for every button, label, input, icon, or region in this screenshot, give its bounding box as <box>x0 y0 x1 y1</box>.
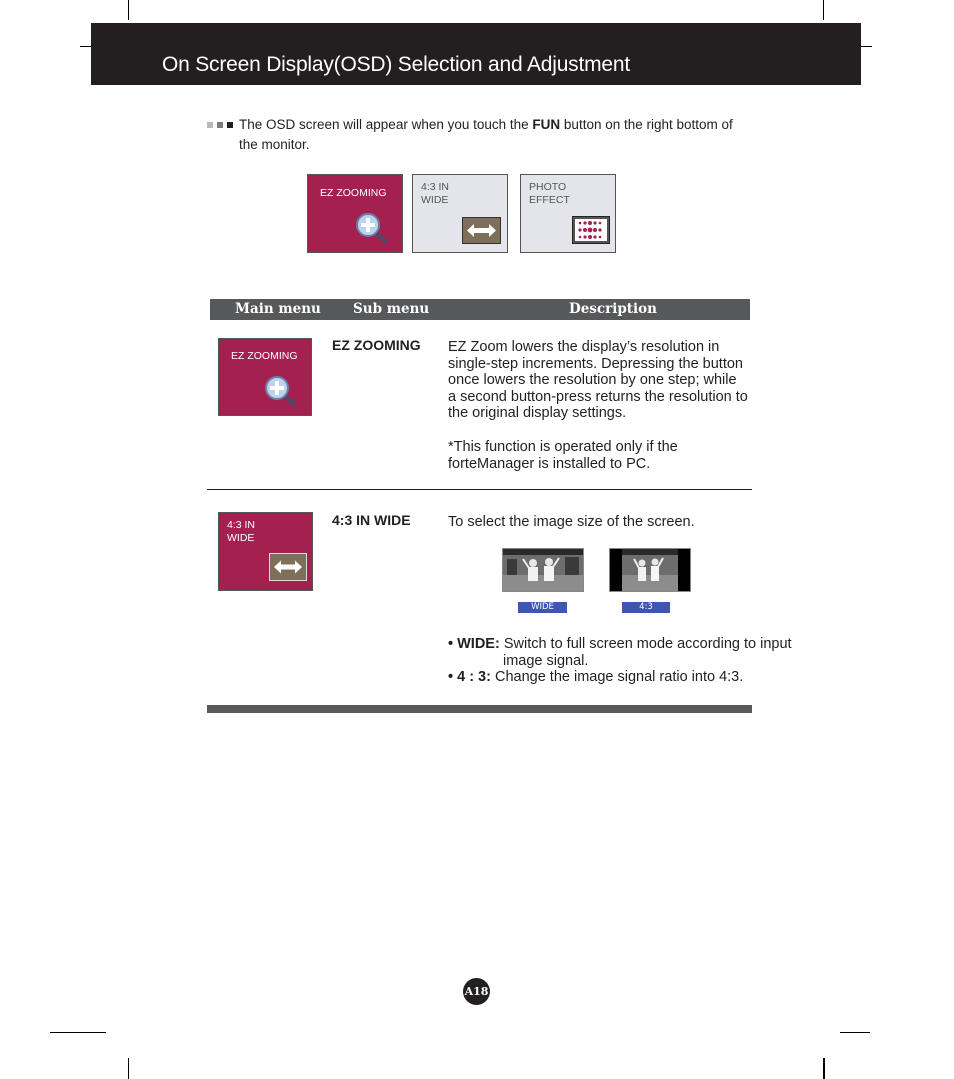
zoom-in-magnifier-icon <box>354 212 390 244</box>
four-three-example-image <box>609 548 691 592</box>
description-4-3-in-wide: To select the image size of the screen. <box>448 514 695 530</box>
dot-grid-icon <box>572 216 610 244</box>
sub-menu-ez-zooming: EZ ZOOMING <box>332 337 421 353</box>
sub-menu-4-3-in-wide: 4:3 IN WIDE <box>332 512 411 528</box>
table-bottom-rule <box>207 705 752 713</box>
crop-mark <box>860 46 872 47</box>
row-divider <box>207 489 752 490</box>
main-menu-4-3-in-wide: 4:3 IN WIDE <box>218 512 313 591</box>
bullet-square-dark <box>227 122 233 128</box>
description-ez-zooming-note: *This function is operated only if the forteManager is installed to PC. <box>448 439 678 472</box>
intro-text: The OSD screen will appear when you touch the FUN button on the right bottom of the monitor. <box>239 117 733 152</box>
bullet-wide: • WIDE: Switch to full screen mode according to input image signal. <box>448 636 792 669</box>
wide-tag: WIDE <box>518 602 567 613</box>
crop-mark <box>128 0 129 20</box>
zoom-in-magnifier-icon <box>263 375 299 407</box>
description-ez-zooming: EZ Zoom lowers the display’s resolution in single-step increments. Depressing the button once lowers the resolution by one step; while a second button-press returns the resolution to the original display settings. <box>448 339 748 422</box>
column-header-description: Description <box>569 301 657 317</box>
double-arrow-icon <box>462 217 501 244</box>
double-arrow-icon <box>269 553 307 581</box>
column-header-main-menu: Main menu <box>235 301 321 317</box>
bullet-4-3: • 4 : 3: Change the image signal ratio into 4:3. <box>448 669 744 685</box>
bullet-square-light <box>207 122 213 128</box>
crop-mark <box>128 1058 129 1079</box>
crop-mark <box>50 1032 106 1033</box>
wide-example-image <box>502 548 584 592</box>
column-header-sub-menu: Sub menu <box>353 301 430 317</box>
page-title: On Screen Display(OSD) Selection and Adjustment <box>162 53 630 76</box>
crop-mark <box>823 0 824 20</box>
osd-button-photo-effect[interactable]: PHOTO EFFECT <box>520 174 616 253</box>
page-number-badge: A18 <box>463 978 490 1005</box>
osd-button-ez-zooming[interactable]: EZ ZOOMING <box>307 174 403 253</box>
four-three-tag: 4:3 <box>622 602 670 613</box>
main-menu-ez-zooming: EZ ZOOMING <box>218 338 312 416</box>
bullet-square-mid <box>217 122 223 128</box>
osd-button-4-3-in-wide[interactable]: 4:3 IN WIDE <box>412 174 508 253</box>
crop-mark <box>823 1058 825 1079</box>
crop-mark <box>840 1032 870 1033</box>
